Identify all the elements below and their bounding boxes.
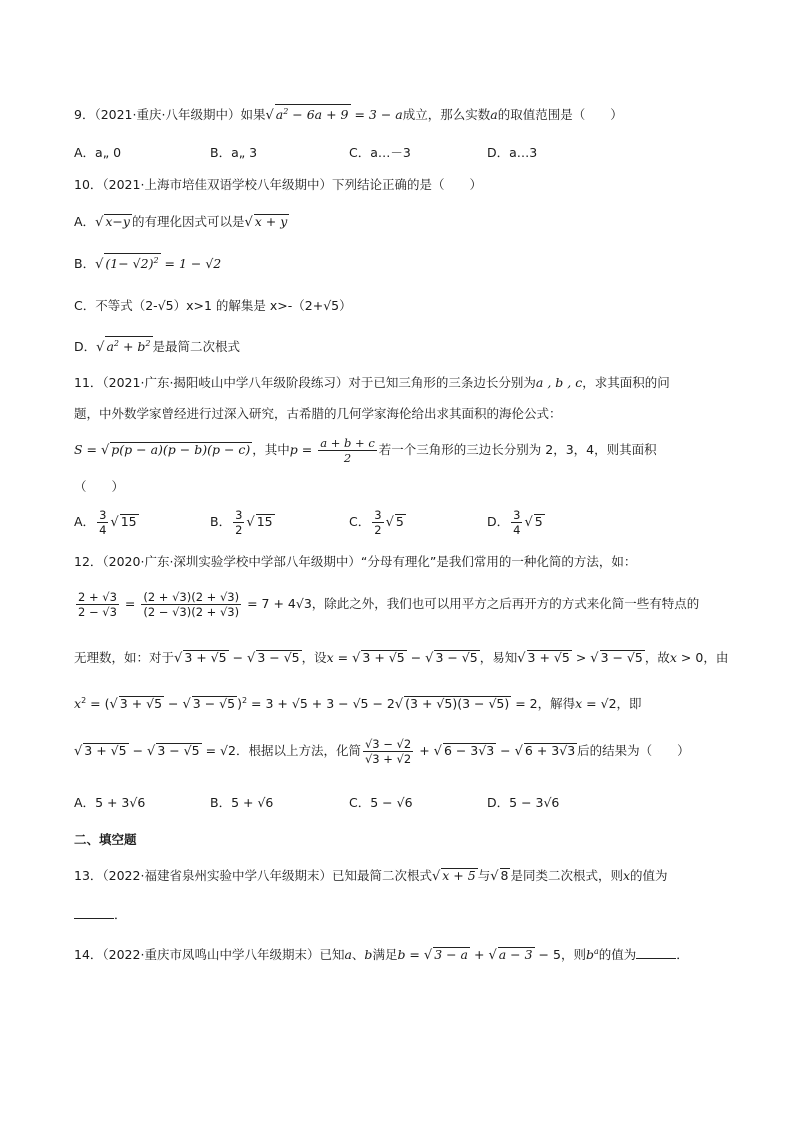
q10-option-c[interactable]: C．不等式（2-√5）x>1 的解集是 x>-（2+√5） [74, 298, 352, 313]
q12-line-5: √ 3 + √5 − √ 3 − √5 = √2．根据以上方法，化简 $\frac{√3 - √2}{√3 + √2}$ + √ 6 − 3√3 − √ 6 + 3√3 后的结果为（ ） [74, 737, 690, 766]
question-13: 13．（2022·福建省泉州实验中学八年级期末）已知最简二次根式√ x + 5 与√ 8 是同类二次根式，则x的值为 [74, 868, 668, 884]
q12-option-d[interactable]: D．5 − 3√6 [487, 795, 560, 810]
q10-option-d[interactable]: D．√ $a^2 + b^2$ 是最简二次根式 [74, 336, 240, 359]
question-12: 12．（2020·广东·深圳实验学校中学部八年级期中）“分母有理化”是我们常用的一种化简的方法，如： [74, 554, 637, 569]
q9-option-b[interactable]: B．a„ 3 [210, 145, 258, 160]
q11-options [74, 502, 734, 542]
q12-line-4: $x^2$ = (√ 3 + √5 − √ 3 − √5 )$^2$ = 3 + √5 + 3 − √5 − 2√ (3 + √5)(3 − √5) = 2，解得x = √2，即 [74, 696, 642, 713]
q13-answer-line[interactable]: ． [74, 904, 127, 926]
question-10: 10．（2021·上海市培佳双语学校八年级期中）下列结论正确的是（ ） [74, 177, 482, 192]
q12-option-a[interactable]: A．5 + 3√6 [74, 795, 146, 810]
q12-example: $\frac{2 + √3}{2 - √3}$ = $\frac{(2 + √3)(2 + √3)}{(2 - √3)(2 + √3)}$ = 7 + 4√3，除此之外，我们也可以用平方之后再开方的方式来化简一些有特点的 [78, 590, 700, 619]
q12-line-3: 无理数，如：对于√ 3 + √5 − √ 3 − √5 ，设x = √ 3 + √5 − √ 3 − √5 ，易知√ 3 + √5 > √ 3 − √5 ，故x > 0，由 [74, 650, 729, 666]
q12-option-b[interactable]: B．5 + √6 [210, 795, 274, 810]
section-heading-fill-in: 二、填空题 [74, 832, 137, 847]
q9-option-c[interactable]: C．a…－3 [349, 145, 411, 160]
q11-option-b[interactable]: B． $\frac{3}{2}$ √ 15 [210, 508, 273, 537]
q9-options [74, 142, 734, 164]
q11-option-d[interactable]: D． $\frac{3}{4}$ √ 5 [487, 508, 543, 537]
q10-option-a[interactable]: A．√ x−y 的有理化因式可以是√ x + y [74, 214, 288, 230]
q9-radicand: $a^2 - 6a + 9$ [275, 104, 351, 122]
question-9: 9．（2021·重庆·八年级期中）如果√ $a^2 - 6a + 9 = 3 - a$成立，那么实数a的取值范围是（ ） [74, 104, 623, 127]
q11-line-2: 题，中外数学家曾经进行过深入研究，古希腊的几何学家海伦给出求其面积的海伦公式： [74, 406, 562, 421]
q11-option-a[interactable]: A． $\frac{3}{4}$ √ 15 [74, 508, 137, 537]
q13-blank[interactable] [74, 904, 114, 919]
q12-option-c[interactable]: C．5 − √6 [349, 795, 413, 810]
q11-heron-formula: S = √ p(p − a)(p − b)(p − c) ，其中p = $\frac{a + b + c}{2}$ 若一个三角形的三边长分别为 2，3，4，则其面积 [74, 436, 657, 465]
q9-option-d[interactable]: D．a…3 [487, 145, 538, 160]
q10-option-b[interactable]: B．√ $(1- √2)^2 = 1 - √2$ [74, 253, 221, 276]
q14-blank[interactable] [636, 944, 676, 959]
q12-options [74, 792, 734, 814]
question-11: 11．（2021·广东·揭阳岐山中学八年级阶段练习）对于已知三角形的三条边长分别为a , b , c，求其面积的问 [74, 375, 670, 390]
q9-stem: 9．（2021·重庆·八年级期中）如果 [74, 107, 266, 123]
q11-option-c[interactable]: C． $\frac{3}{2}$ √ 5 [349, 508, 404, 537]
question-14: 14．（2022·重庆市凤鸣山中学八年级期末）已知a、b满足b = √ 3 − a + √ a − 3 − 5，则$b^a$的值为 ． [74, 941, 689, 967]
q11-blank: （ ） [74, 479, 125, 494]
q9-option-a[interactable]: A．a„ 0 [74, 145, 122, 160]
